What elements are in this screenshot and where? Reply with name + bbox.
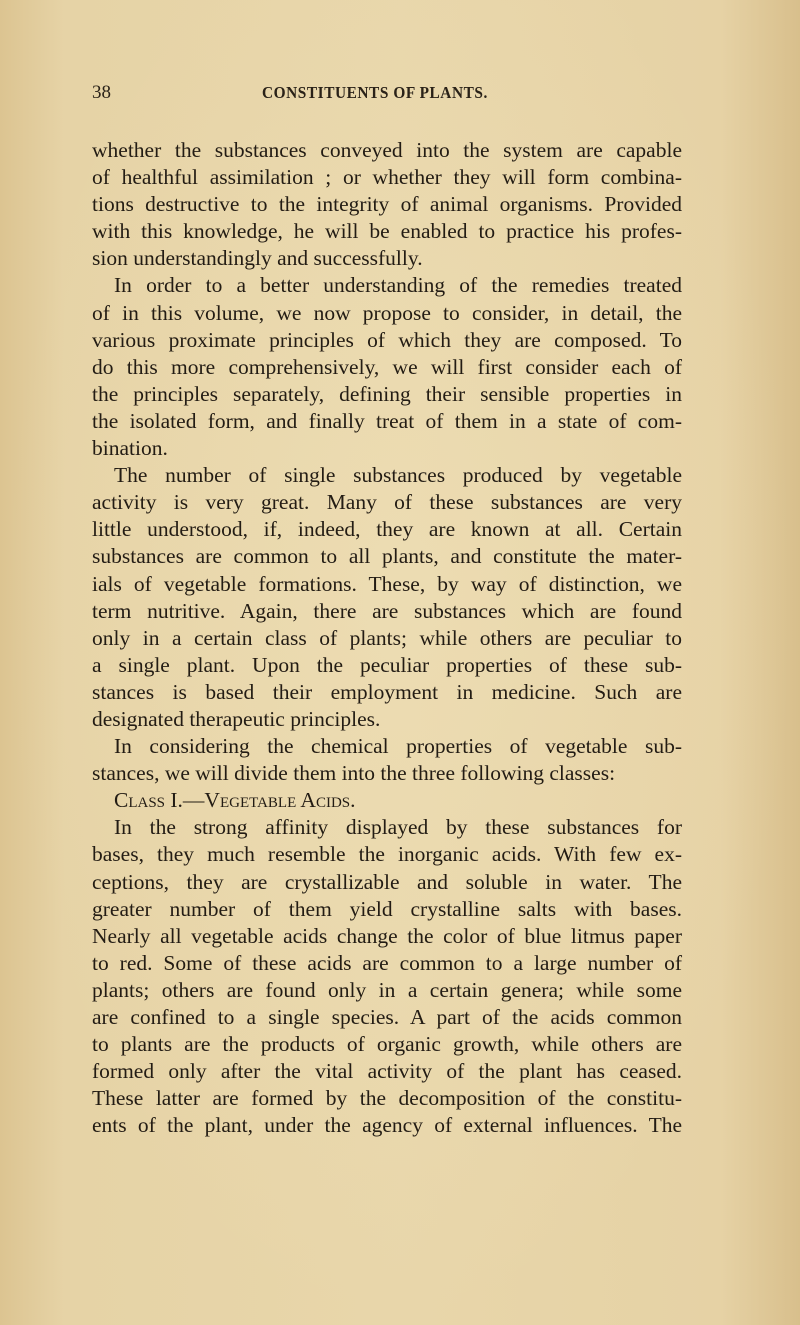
text-line: are confined to a single species. A part of the acids common	[92, 1005, 682, 1029]
text-line: of in this volume, we now propose to consider, in detail, the	[92, 300, 682, 325]
page-header	[92, 82, 682, 106]
text-line: to plants are the products of organic growth, while others are	[92, 1032, 682, 1057]
body-text	[92, 137, 682, 1139]
text-line: little understood, if, indeed, they are known at all. Certain	[92, 517, 682, 542]
text-line: ents of the plant, under the agency of external influences. The	[92, 1113, 682, 1138]
text-line: These latter are formed by the decomposition of the constitu-	[92, 1086, 682, 1111]
running-head: CONSTITUENTS OF PLANTS.	[262, 83, 488, 102]
text-line: with this knowledge, he will be enabled to practice his profes-	[92, 219, 682, 244]
text-line: do this more comprehensively, we will first consider each of	[92, 354, 682, 379]
text-line: a single plant. Upon the peculiar properties of these sub-	[92, 652, 682, 677]
page-number: 38	[92, 82, 111, 103]
text-line: the isolated form, and finally treat of them in a state of com-	[92, 408, 682, 433]
text-line: In considering the chemical properties of vegetable sub-	[114, 734, 682, 759]
text-line: bination.	[92, 436, 168, 461]
text-line: whether the substances conveyed into the system are capable	[92, 138, 682, 162]
text-line: substances are common to all plants, and constitute the mater-	[92, 544, 682, 569]
text-line: greater number of them yield crystalline salts with bases.	[92, 896, 682, 921]
text-line: formed only after the vital activity of the plant has ceased.	[92, 1059, 682, 1084]
section-heading: Class I.—Vegetable Acids.	[114, 788, 356, 813]
text-line: In order to a better understanding of the remedies treated	[114, 273, 682, 298]
text-line: plants; others are found only in a certain genera; while some	[92, 977, 682, 1002]
text-line: to red. Some of these acids are common to a large number of	[92, 950, 682, 975]
text-line: sion understandingly and successfully.	[92, 246, 423, 271]
text-line: designated therapeutic principles.	[92, 706, 381, 731]
text-line: activity is very great. Many of these substances are very	[92, 490, 682, 515]
text-line: only in a certain class of plants; while others are peculiar to	[92, 625, 682, 650]
text-line: ceptions, they are crystallizable and soluble in water. The	[92, 869, 682, 894]
text-line: stances is based their employment in medicine. Such are	[92, 679, 682, 704]
text-line: ials of vegetable formations. These, by way of distinction, we	[92, 571, 682, 596]
text-line: bases, they much resemble the inorganic acids. With few ex-	[92, 842, 682, 867]
text-line: the principles separately, defining their sensible properties in	[92, 381, 682, 406]
text-line: stances, we will divide them into the three following classes:	[92, 761, 616, 786]
text-line: of healthful assimilation ; or whether they will form combina-	[92, 165, 682, 190]
text-line: term nutritive. Again, there are substances which are found	[92, 598, 682, 623]
text-line: various proximate principles of which they are composed. To	[92, 327, 682, 352]
text-line: tions destructive to the integrity of animal organisms. Provided	[92, 192, 682, 217]
text-line: In the strong affinity displayed by these substances for	[114, 815, 682, 840]
text-line: The number of single substances produced by vegetable	[114, 463, 682, 488]
text-line: Nearly all vegetable acids change the color of blue litmus paper	[92, 923, 682, 948]
